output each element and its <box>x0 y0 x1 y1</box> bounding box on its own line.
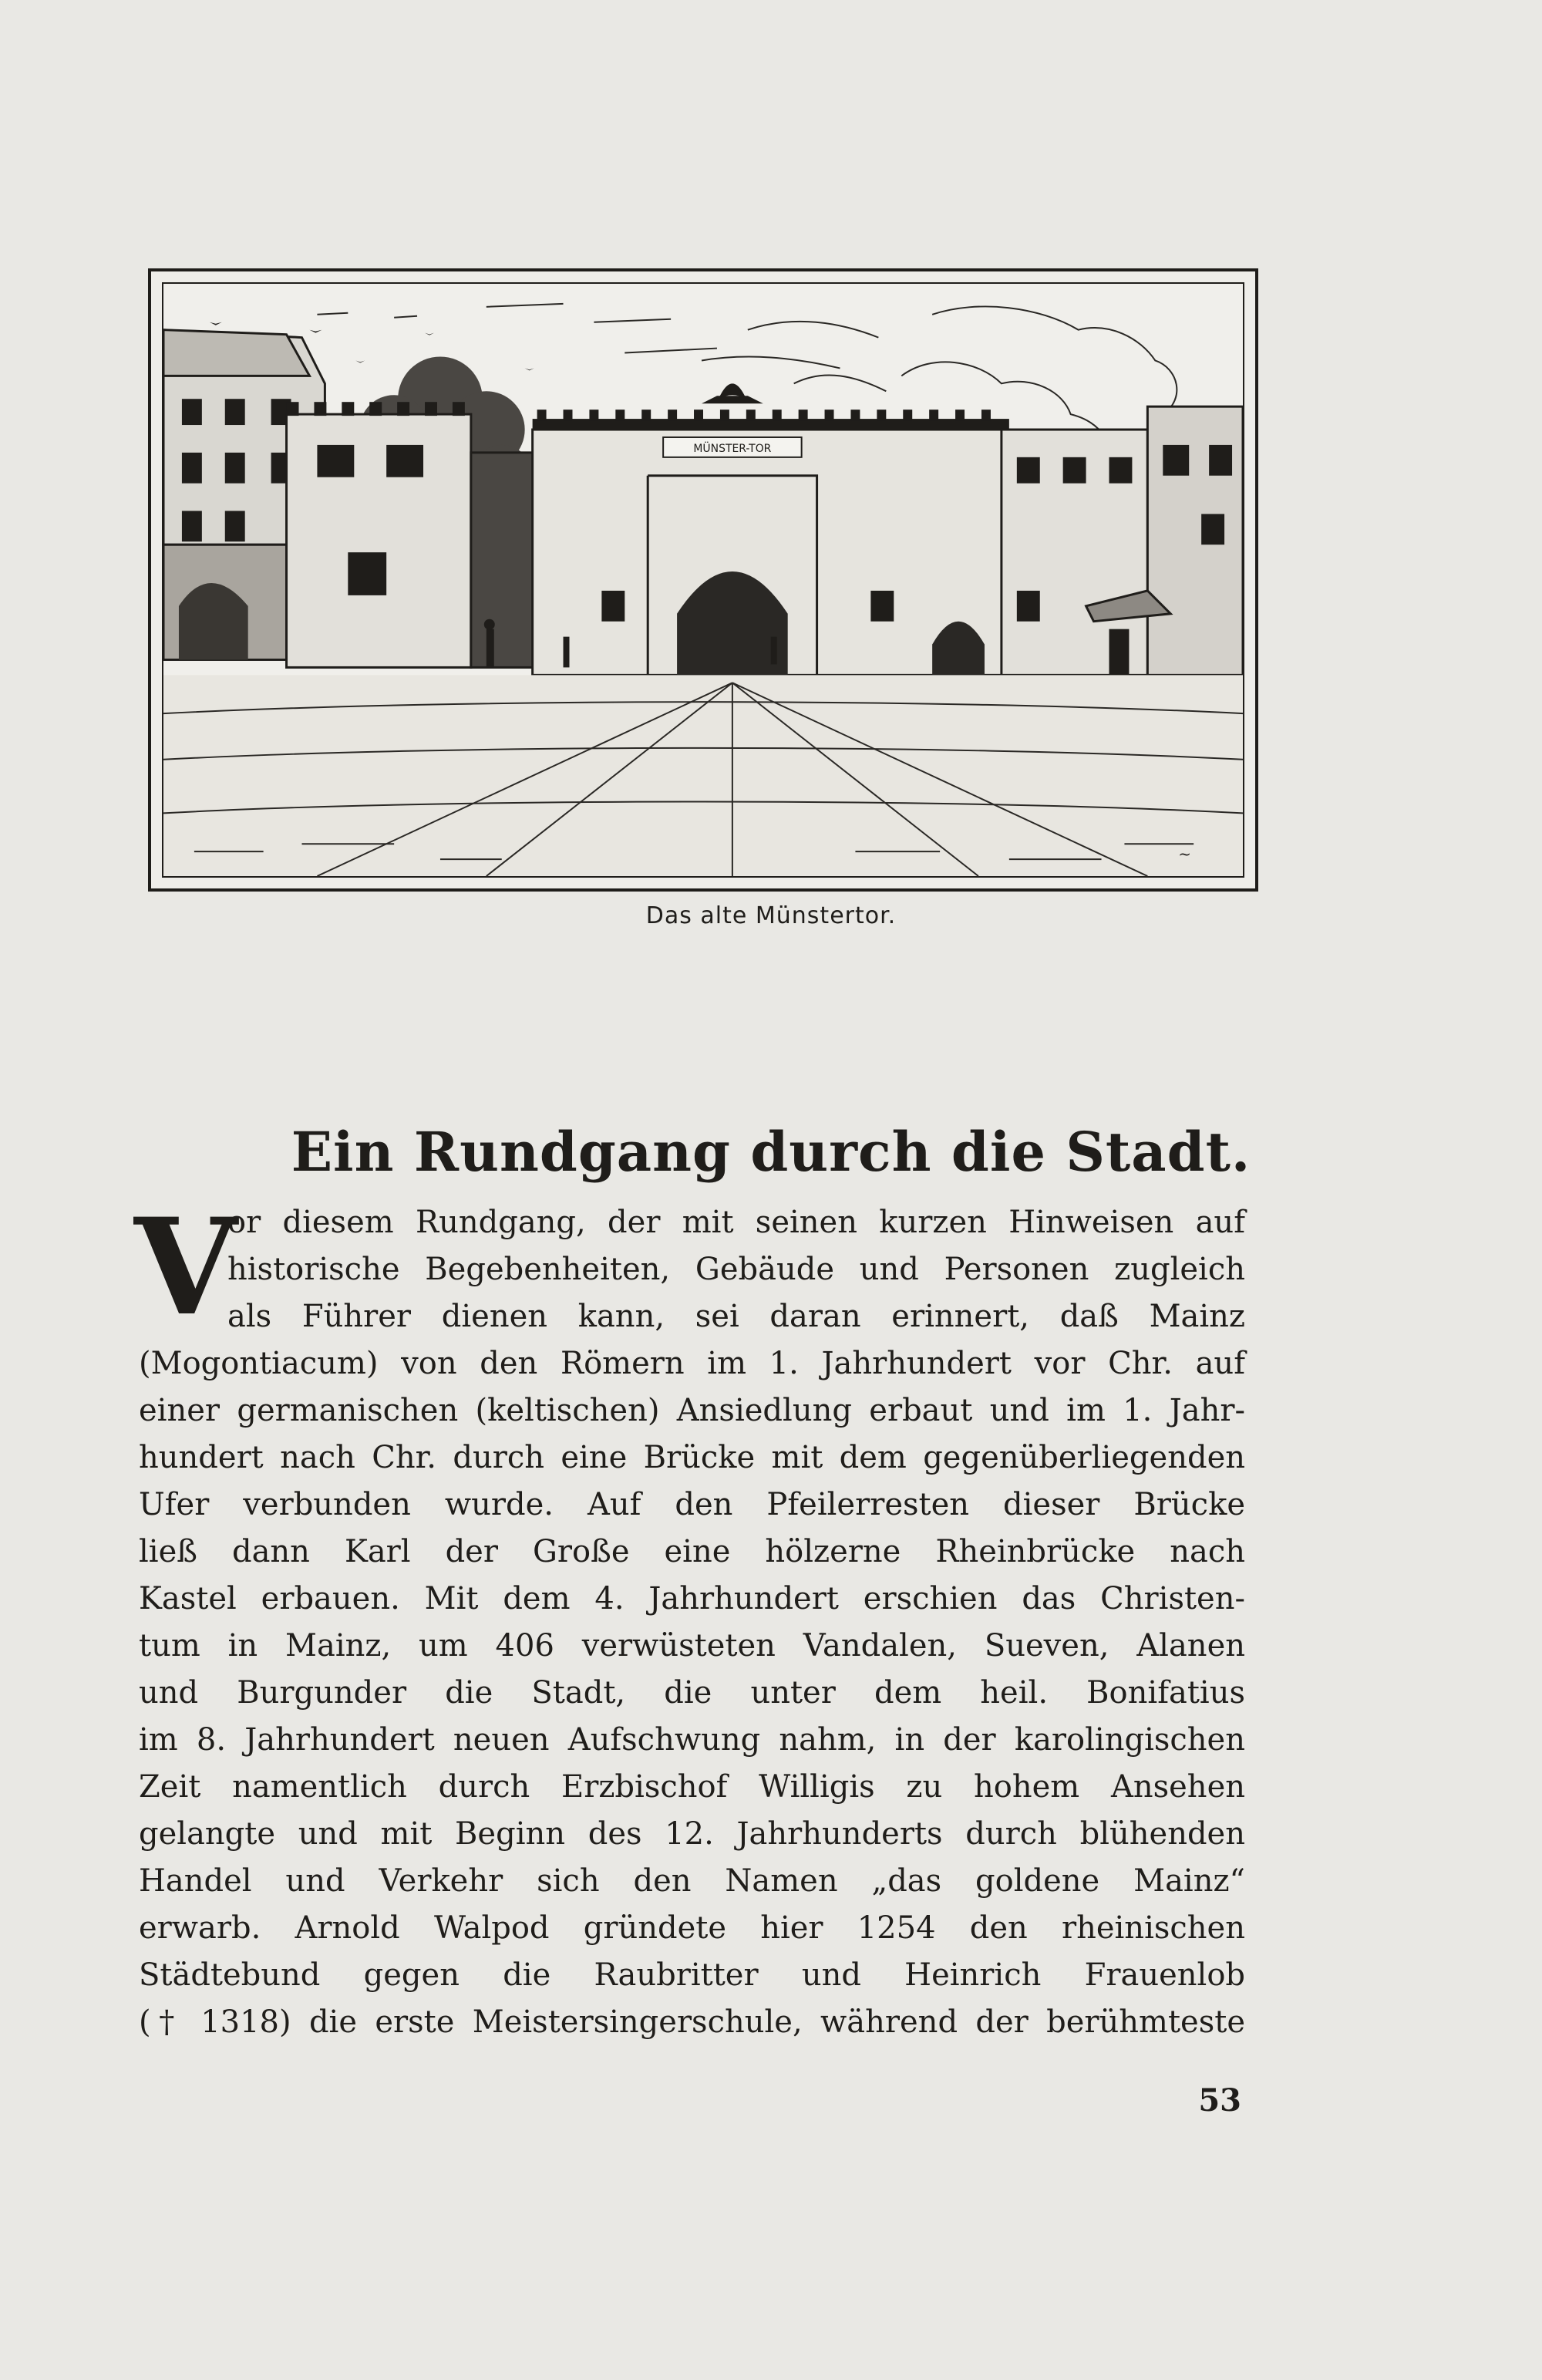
chapter-heading: Ein Rundgang durch die Stadt. <box>291 1120 1251 1184</box>
gate-sign-text: MÜNSTER-TOR <box>693 442 772 455</box>
text-line: Städtebund gegen die Raubritter und Heinrich Frauenlob <box>139 1957 1245 1993</box>
text-line: († 1318) die erste Meistersingerschule, während der berühmteste <box>139 2004 1245 2040</box>
gate-illustration <box>162 282 1244 878</box>
text-line: gelangte und mit Beginn des 12. Jahrhunderts durch blühenden <box>139 1816 1245 1852</box>
text-line: und Burgunder die Stadt, die unter dem heil. Bonifatius <box>139 1675 1245 1711</box>
text-line: historische Begebenheiten, Gebäude und Personen zugleich <box>227 1252 1245 1287</box>
text-line: ließ dann Karl der Große eine hölzerne Rheinbrücke nach <box>139 1534 1245 1569</box>
text-line: or diesem Rundgang, der mit seinen kurzen Hinweisen auf <box>227 1205 1245 1240</box>
text-line: Zeit namentlich durch Erzbischof Willigis zu hohem Ansehen <box>139 1769 1245 1805</box>
text-line: einer germanischen (keltischen) Ansiedlung erbaut und im 1. Jahr- <box>139 1393 1245 1428</box>
text-line: erwarb. Arnold Walpod gründete hier 1254 den rheinischen <box>139 1910 1245 1946</box>
text-line: Handel und Verkehr sich den Namen „das goldene Mainz“ <box>139 1863 1245 1899</box>
body-text <box>134 1188 1245 2046</box>
text-line: Ufer verbunden wurde. Auf den Pfeilerresten dieser Brücke <box>139 1487 1245 1522</box>
illustration-caption: Das alte Münstertor. <box>645 902 897 929</box>
text-line: tum in Mainz, um 406 verwüsteten Vandalen, Sueven, Alanen <box>139 1628 1245 1664</box>
text-line: hundert nach Chr. durch eine Brücke mit dem gegenüberliegenden <box>139 1440 1245 1475</box>
page-number: 53 <box>1198 2082 1241 2119</box>
illustration-frame <box>148 268 1258 892</box>
engraving <box>163 284 1243 876</box>
svg-text:~: ~ <box>1178 845 1191 864</box>
text-line: im 8. Jahrhundert neuen Aufschwung nahm, in der karolingischen <box>139 1722 1245 1758</box>
drop-cap: V <box>134 1188 237 1345</box>
text-line: Kastel erbauen. Mit dem 4. Jahrhundert erschien das Christen- <box>139 1581 1245 1616</box>
text-line: als Führer dienen kann, sei daran erinnert, daß Mainz <box>227 1299 1245 1334</box>
text-line: (Mogontiacum) von den Römern im 1. Jahrhundert vor Chr. auf <box>139 1346 1245 1381</box>
